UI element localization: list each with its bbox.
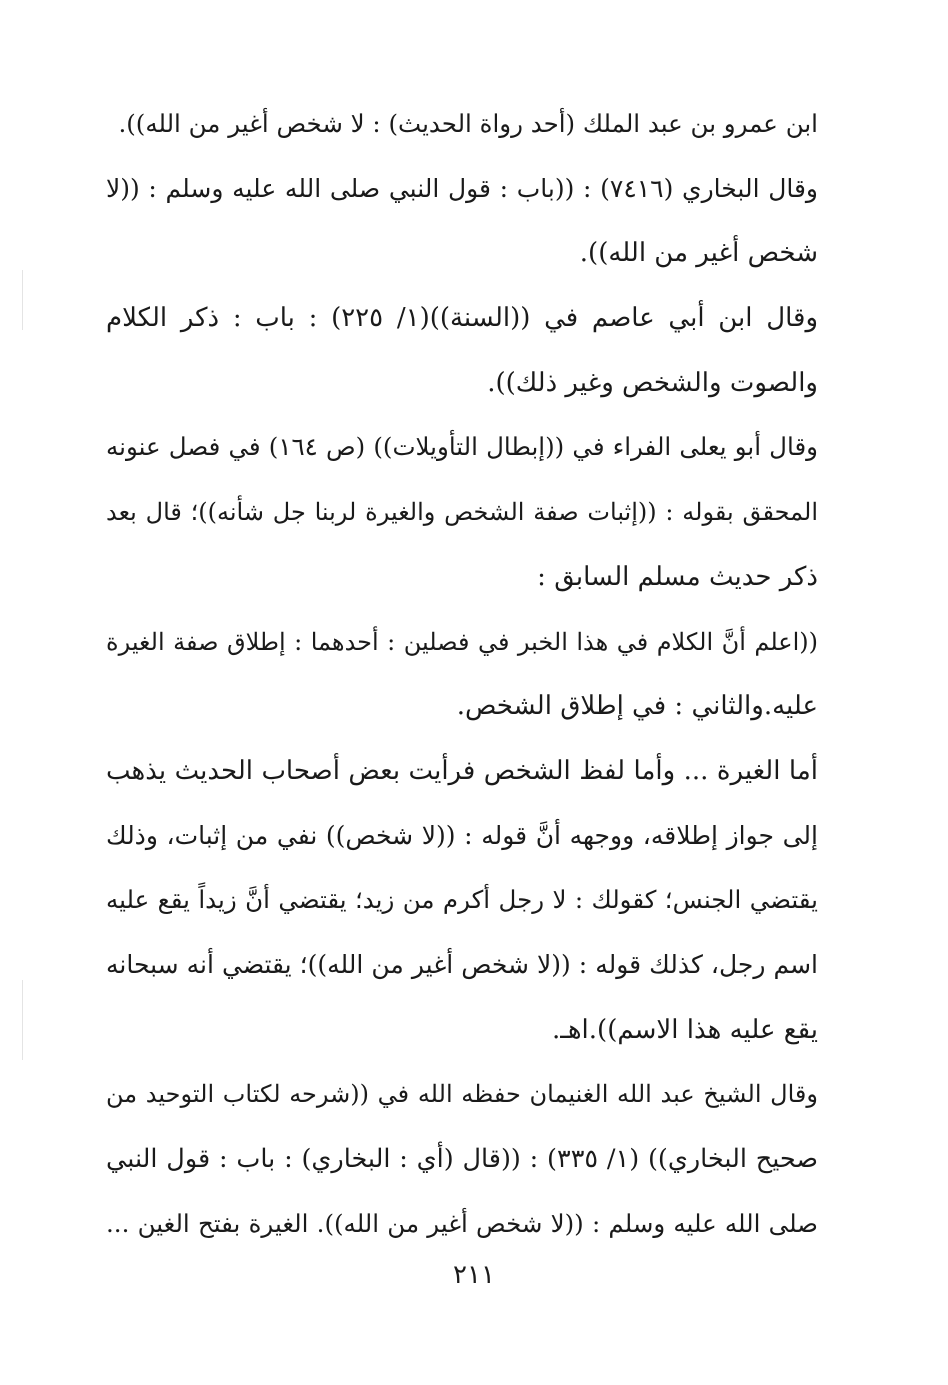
text-line: صحيح البخاري)) (١/ ٣٣٥) : ((قال (أي : البخاري) : باب : قول النبي: [106, 1144, 818, 1174]
text-line: ابن عمرو بن عبد الملك (أحد رواة الحديث) : لا شخص أغير من الله)).: [118, 109, 818, 138]
text-line: صلى الله عليه وسلم : ((لا شخص أغير من الله)). الغيرة بفتح الغين ...: [106, 1208, 818, 1238]
text-line: وقال ابن أبي عاصم في ((السنة))(١/ ٢٢٥) : باب : ذكر الكلام: [106, 303, 818, 334]
scan-edge-mark: [22, 270, 23, 330]
text-line: يقتضي الجنس؛ كقولك : لا رجل أكرم من زيد؛ يقتضي أنَّ زيداً يقع عليه: [106, 885, 818, 915]
text-line: اسم رجل، كذلك قوله : ((لا شخص أغير من الله))؛ يقتضي أنه سبحانه: [106, 949, 818, 979]
text-line: أما الغيرة ... وأما لفظ الشخص فرأيت بعض أصحاب الحديث يذهب: [106, 755, 818, 786]
text-line: وقال الشيخ عبد الله الغنيمان حفظه الله في ((شرحه لكتاب التوحيد من: [106, 1080, 818, 1109]
page-number: ٢١١: [453, 1260, 495, 1290]
text-line: عليه.والثاني : في إطلاق الشخص.: [456, 691, 818, 722]
scan-edge-mark: [22, 980, 23, 1060]
text-line: يقع عليه هذا الاسم)).اهـ.: [551, 1014, 818, 1045]
body-text: [106, 92, 818, 1256]
text-line: المحقق بقوله : ((إثبات صفة الشخص والغيرة لربنا جل شأنه))؛ قال بعد: [106, 498, 818, 527]
text-line: والصوت والشخص وغير ذلك)).: [487, 367, 818, 398]
text-line: وقال أبو يعلى الفراء في ((إبطال التأويلات)) (ص ١٦٤) في فصل عنونه: [106, 432, 818, 462]
text-line: ذكر حديث مسلم السابق :: [537, 561, 818, 592]
text-line: إلى جواز إطلاقه، ووجهه أنَّ قوله : ((لا شخص)) نفي من إثبات، وذلك: [106, 820, 818, 850]
text-line: وقال البخاري (٧٤١٦) : ((باب : قول النبي صلى الله عليه وسلم : ((لا: [106, 173, 818, 203]
text-line: شخص أغير من الله)).: [579, 238, 818, 269]
text-line: ((اعلم أنَّ الكلام في هذا الخبر في فصلين : أحدهما : إطلاق صفة الغيرة: [106, 627, 818, 656]
